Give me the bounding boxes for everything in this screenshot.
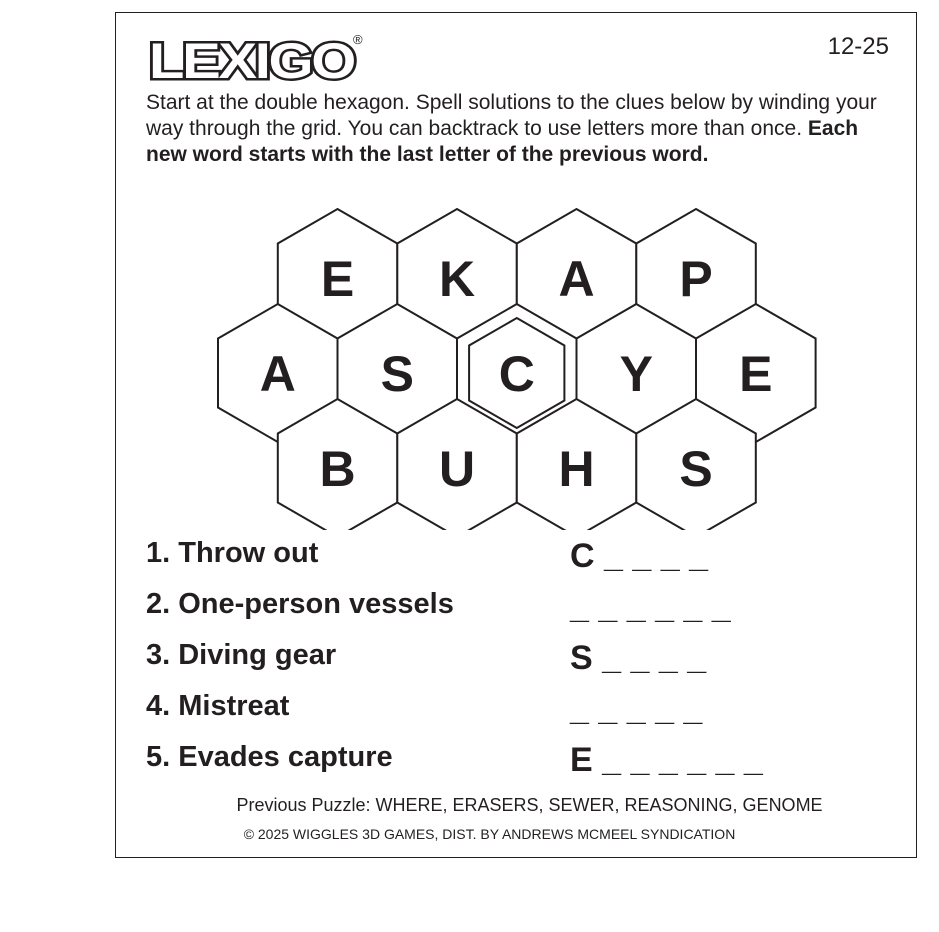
hex-letter: E (739, 346, 773, 402)
hex-letter-grid (200, 200, 840, 530)
answer-blanks[interactable]: C _ _ _ _ (570, 537, 708, 575)
hex-letter: H (558, 441, 595, 497)
registered-mark: ® (353, 32, 363, 47)
answer-blanks[interactable]: _ _ _ _ _ _ (570, 588, 731, 626)
copyright: © 2025 WIGGLES 3D GAMES, DIST. BY ANDREWS MCMEEL SYNDICATION (243, 826, 736, 842)
hex-letter: B (319, 441, 356, 497)
hex-letter: S (679, 441, 713, 497)
clue-text: 4. Mistreat (146, 690, 290, 722)
previous-puzzle-answers: Previous Puzzle: WHERE, ERASERS, SEWER, REASONING, GENOME (236, 795, 823, 815)
lexigo-logo (145, 30, 370, 88)
hex-letter: Y (619, 346, 653, 402)
clue-row (146, 639, 866, 690)
hex-letter: P (679, 251, 713, 307)
answer-blanks[interactable]: _ _ _ _ _ (570, 690, 703, 728)
hex-letter: A (558, 251, 595, 307)
hex-letter: C (498, 346, 535, 402)
hex-letter: K (438, 251, 476, 307)
clue-list (146, 537, 866, 792)
hex-letter: A (259, 346, 296, 402)
answer-blanks[interactable]: E _ _ _ _ _ _ (570, 741, 763, 779)
hex-letter: E (320, 251, 355, 307)
clue-row (146, 588, 866, 639)
instructions-regular: Start at the double hexagon. Spell solutions to the clues below by winding your way through the grid. You can backtrack to use letters more than once. (146, 91, 877, 140)
clue-text: 5. Evades capture (146, 741, 393, 773)
puzzle-date: 12-25 (827, 33, 889, 60)
logo-text: LEXIGO (149, 33, 355, 88)
hex-letter: U (438, 441, 476, 497)
hex-letter: S (380, 346, 414, 402)
clue-row (146, 537, 866, 588)
clue-row (146, 741, 866, 792)
clue-text: 1. Throw out (146, 537, 319, 569)
answer-blanks[interactable]: S _ _ _ _ (570, 639, 707, 677)
clue-text: 2. One-person vessels (146, 588, 454, 620)
clue-text: 3. Diving gear (146, 639, 337, 671)
instructions (146, 90, 886, 168)
instructions-bold: Each new word starts with the last letter of the previous word. (146, 117, 859, 166)
clue-row (146, 690, 866, 741)
